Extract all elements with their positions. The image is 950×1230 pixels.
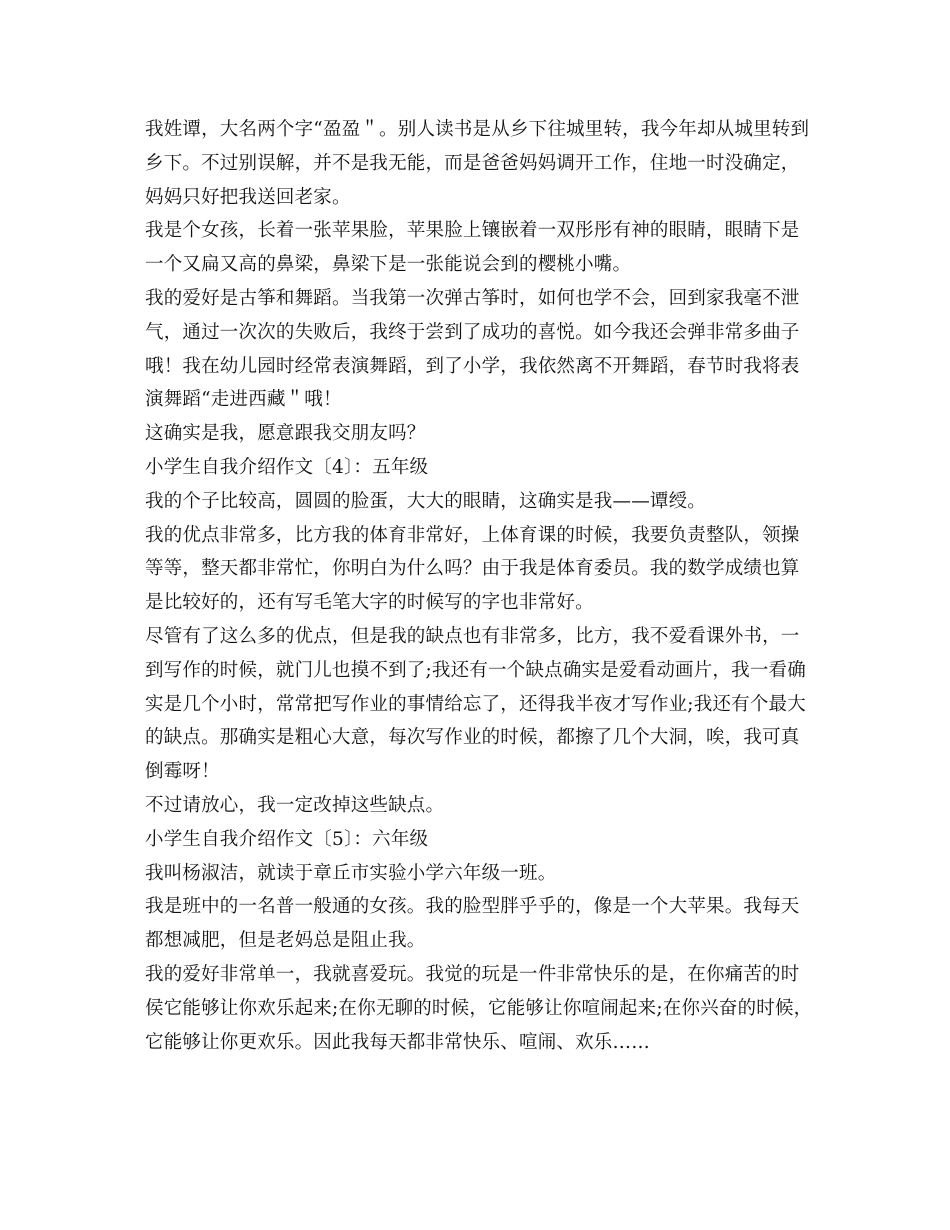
paragraph-name-school: 我叫杨淑洁，就读于章丘市实验小学六年级一班。	[145, 862, 557, 884]
paragraph-looks: 我是班中的一名普一般通的女孩。我的脸型胖乎乎的，像是一个大苹果。我每天都想减肥，但是老妈总是阻止我。	[145, 896, 800, 952]
document-body	[145, 113, 815, 1059]
paragraph-intro-name: 我姓谭，大名两个字“盈盈＂。别人读书是从乡下往城里转，我今年却从城里转到乡下。不过别误解，并不是我无能，而是爸爸妈妈调开工作，住地一时没确定，妈妈只好把我送回老家。	[145, 119, 810, 208]
paragraph-appearance: 我是个女孩，长着一张苹果脸，苹果脸上镶嵌着一双彤彤有神的眼睛，眼睛下是一个又扁又高的鼻梁，鼻梁下是一张能说会到的樱桃小嘴。	[145, 220, 800, 276]
paragraph-weaknesses: 尽管有了这么多的优点，但是我的缺点也有非常多，比方，我不爱看课外书，一到写作的时候，就门儿也摸不到了;我还有一个缺点确实是爱看动画片，我一看确实是几个小时，常常把写作业的事情给忘了，还得我半夜才写作业;我还有个最大的缺点。那确实是粗心大意，每次写作业的时候，都擦了几个大洞，唉，我可真倒霉呀！	[145, 625, 806, 783]
paragraph-closing-question: 这确实是我，愿意跟我交朋友吗？	[145, 423, 426, 445]
section-heading-4: 小学生自我介绍作文〔4〕：五年级	[145, 456, 429, 478]
paragraph-promise: 不过请放心，我一定改掉这些缺点。	[145, 794, 445, 816]
paragraph-self-description: 我的个子比较高，圆圆的脸蛋，大大的眼睛，这确实是我——谭绶。	[145, 490, 707, 512]
section-heading-5: 小学生自我介绍作文〔5〕：六年级	[145, 828, 429, 850]
paragraph-hobbies: 我的爱好是古筝和舞蹈。当我第一次弹古筝时，如何也学不会，回到家我毫不泄气，通过一次次的失败后，我终于尝到了成功的喜悦。如今我还会弹非常多曲子哦！我在幼儿园时经常表演舞蹈，到了小学，我依然离不开舞蹈，春节时我将表演舞蹈“走进西藏＂哦！	[145, 287, 800, 411]
paragraph-strengths: 我的优点非常多，比方我的体育非常好，上体育课的时候，我要负责整队，领操等等，整天都非常忙，你明白为什么吗？由于我是体育委员。我的数学成绩也算是比较好的，还有写毛笔大字的时候写的字也非常好。	[145, 524, 800, 614]
paragraph-hobby-play: 我的爱好非常单一，我就喜爱玩。我觉的玩是一件非常快乐的是，在你痛苦的时侯它能够让你欢乐起来;在你无聊的时候，它能够让你喧闹起来;在你兴奋的时候，它能够让你更欢乐。因此我每天都非常快乐、喧闹、欢乐……	[145, 963, 813, 1053]
